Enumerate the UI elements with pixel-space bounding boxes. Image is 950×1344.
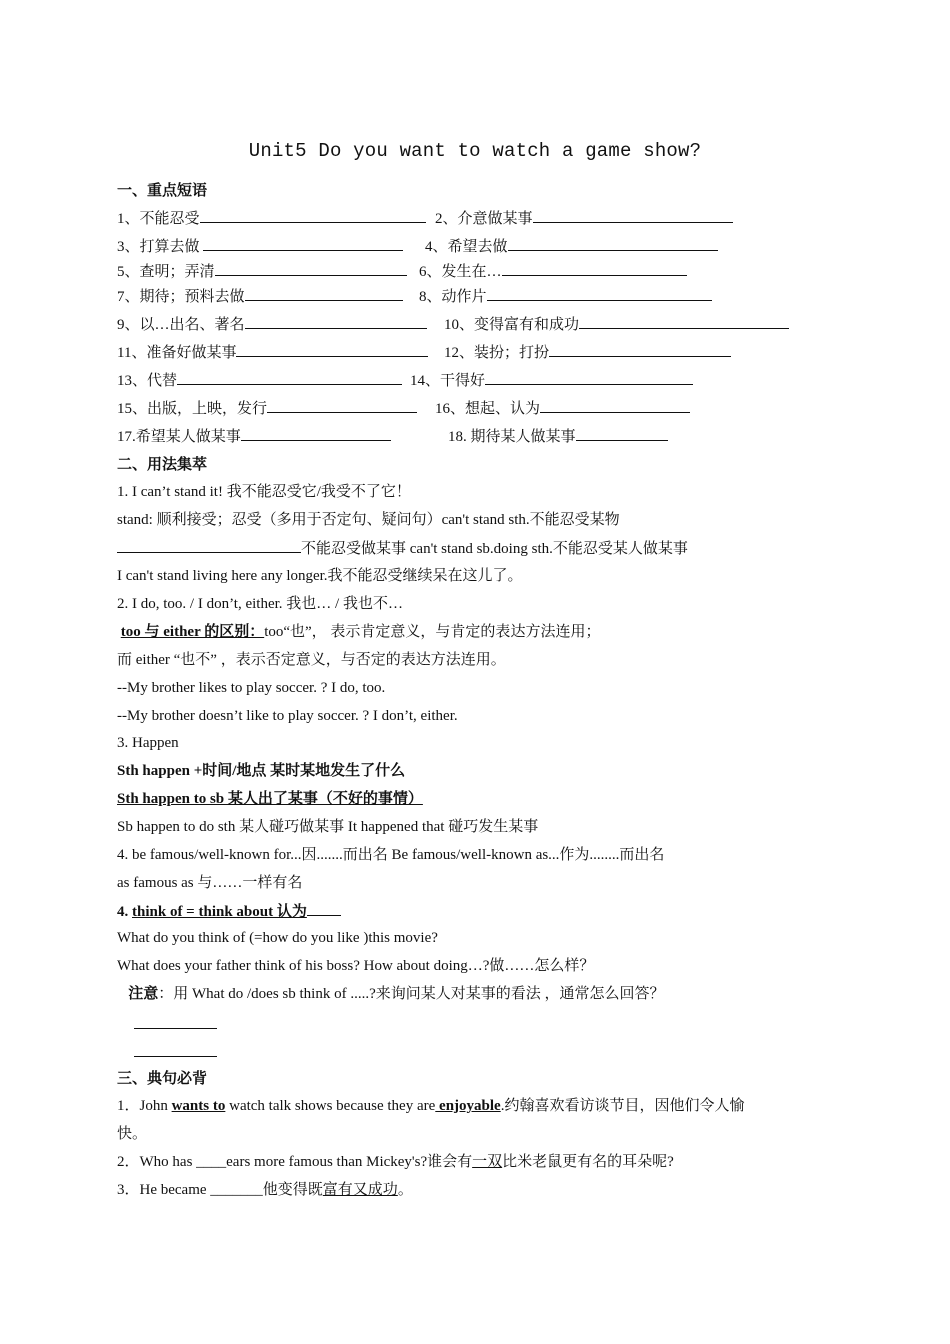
page-title: Unit5 Do you want to watch a game show? <box>248 140 702 162</box>
usage-line: What do you think of (=how do you like )this movie? <box>117 930 438 946</box>
usage-line: Sth happen to sb 某人出了某事（不好的事情） <box>117 791 423 807</box>
usage-line: 3. Happen <box>117 735 179 751</box>
answer-blank <box>134 1056 217 1057</box>
usage-line: Sth happen +时间/地点 某时某地发生了什么 <box>117 763 406 779</box>
sentence-line: 1．John wants to watch talk shows because they are enjoyable.约翰喜欢看访谈节目，因他们令人愉 <box>117 1098 745 1114</box>
usage-line: 而 either “也不” ，表示否定意义，与否定的表达方法连用。 <box>117 652 506 668</box>
sentence-line: 3．He became _______他变得既富有又成功。 <box>117 1182 413 1198</box>
usage-line: Sb happen to do sth 某人碰巧做某事 It happened that 碰巧发生某事 <box>117 819 539 835</box>
phrase-item: 9、以…出名、著名 <box>117 314 427 335</box>
phrase-item: 11、准备好做某事 <box>117 342 428 363</box>
usage-line: stand: 顺利接受；忍受（多用于否定句、疑问句）can't stand sth.不能忍受某物 <box>117 512 620 528</box>
phrase-item: 5、查明；弄清 <box>117 261 407 282</box>
usage-line: --My brother likes to play soccer. ? I do, too. <box>117 680 386 696</box>
answer-blank <box>134 1028 217 1029</box>
phrase-item: 7、期待；预料去做 <box>117 286 403 307</box>
sentence-line: 快。 <box>117 1126 148 1142</box>
usage-line: 注意：用 What do /does sb think of .....?来询问某人对某事的看法 ，通常怎么回答？ <box>128 986 665 1002</box>
usage-line: 2. I do, too. / I don’t, either. 我也… / 我也不… <box>117 596 403 612</box>
usage-line: I can't stand living here any longer.我不能忍受继续呆在这儿了。 <box>117 568 523 584</box>
phrase-item: 6、发生在… <box>419 261 687 282</box>
phrase-item: 10、变得富有和成功 <box>444 314 789 335</box>
usage-line: too 与 either 的区别：too“也”， 表示肯定意义，与肯定的表达方法连用； <box>120 624 601 640</box>
phrase-item: 13、代替 <box>117 370 402 391</box>
usage-line: 4. be famous/well-known for...因.......而出名 Be famous/well-known as...作为........而出名 <box>117 847 665 863</box>
usage-line: --My brother doesn’t like to play soccer. ? I don’t, either. <box>117 708 458 724</box>
phrase-item: 8、动作片 <box>419 286 712 307</box>
phrase-item: 2、介意做某事 <box>435 208 733 229</box>
usage-line: 4. think of = think about 认为 <box>117 901 341 922</box>
phrase-item: 4、希望去做 <box>425 236 718 257</box>
phrase-item: 12、装扮；打扮 <box>444 342 731 363</box>
phrase-item: 15、出版，上映，发行 <box>117 398 417 419</box>
usage-line: as famous as 与……一样有名 <box>117 875 303 891</box>
usage-line: 1. I can’t stand it! 我不能忍受它/我受不了它！ <box>117 484 411 500</box>
sentence-line: 2．Who has ____ears more famous than Mickey's?谁会有一双比米老鼠更有名的耳朵呢? <box>117 1154 674 1170</box>
phrase-item: 3、打算去做 <box>117 236 403 257</box>
phrase-item: 16、想起、认为 <box>435 398 690 419</box>
section-heading-sentences: 三、典句必背 <box>117 1071 208 1087</box>
section-heading-phrases: 一、重点短语 <box>117 183 208 199</box>
phrase-item: 14、干得好 <box>410 370 693 391</box>
phrase-item: 17.希望某人做某事 <box>117 426 391 447</box>
usage-line: 不能忍受做某事 can't stand sb.doing sth.不能忍受某人做某事 <box>117 538 688 559</box>
phrase-item: 1、不能忍受 <box>117 208 426 229</box>
usage-line: What does your father think of his boss? How about doing…?做……怎么样？ <box>117 958 595 974</box>
section-heading-usage: 二、用法集萃 <box>117 457 208 473</box>
phrase-item: 18. 期待某人做某事 <box>448 426 668 447</box>
